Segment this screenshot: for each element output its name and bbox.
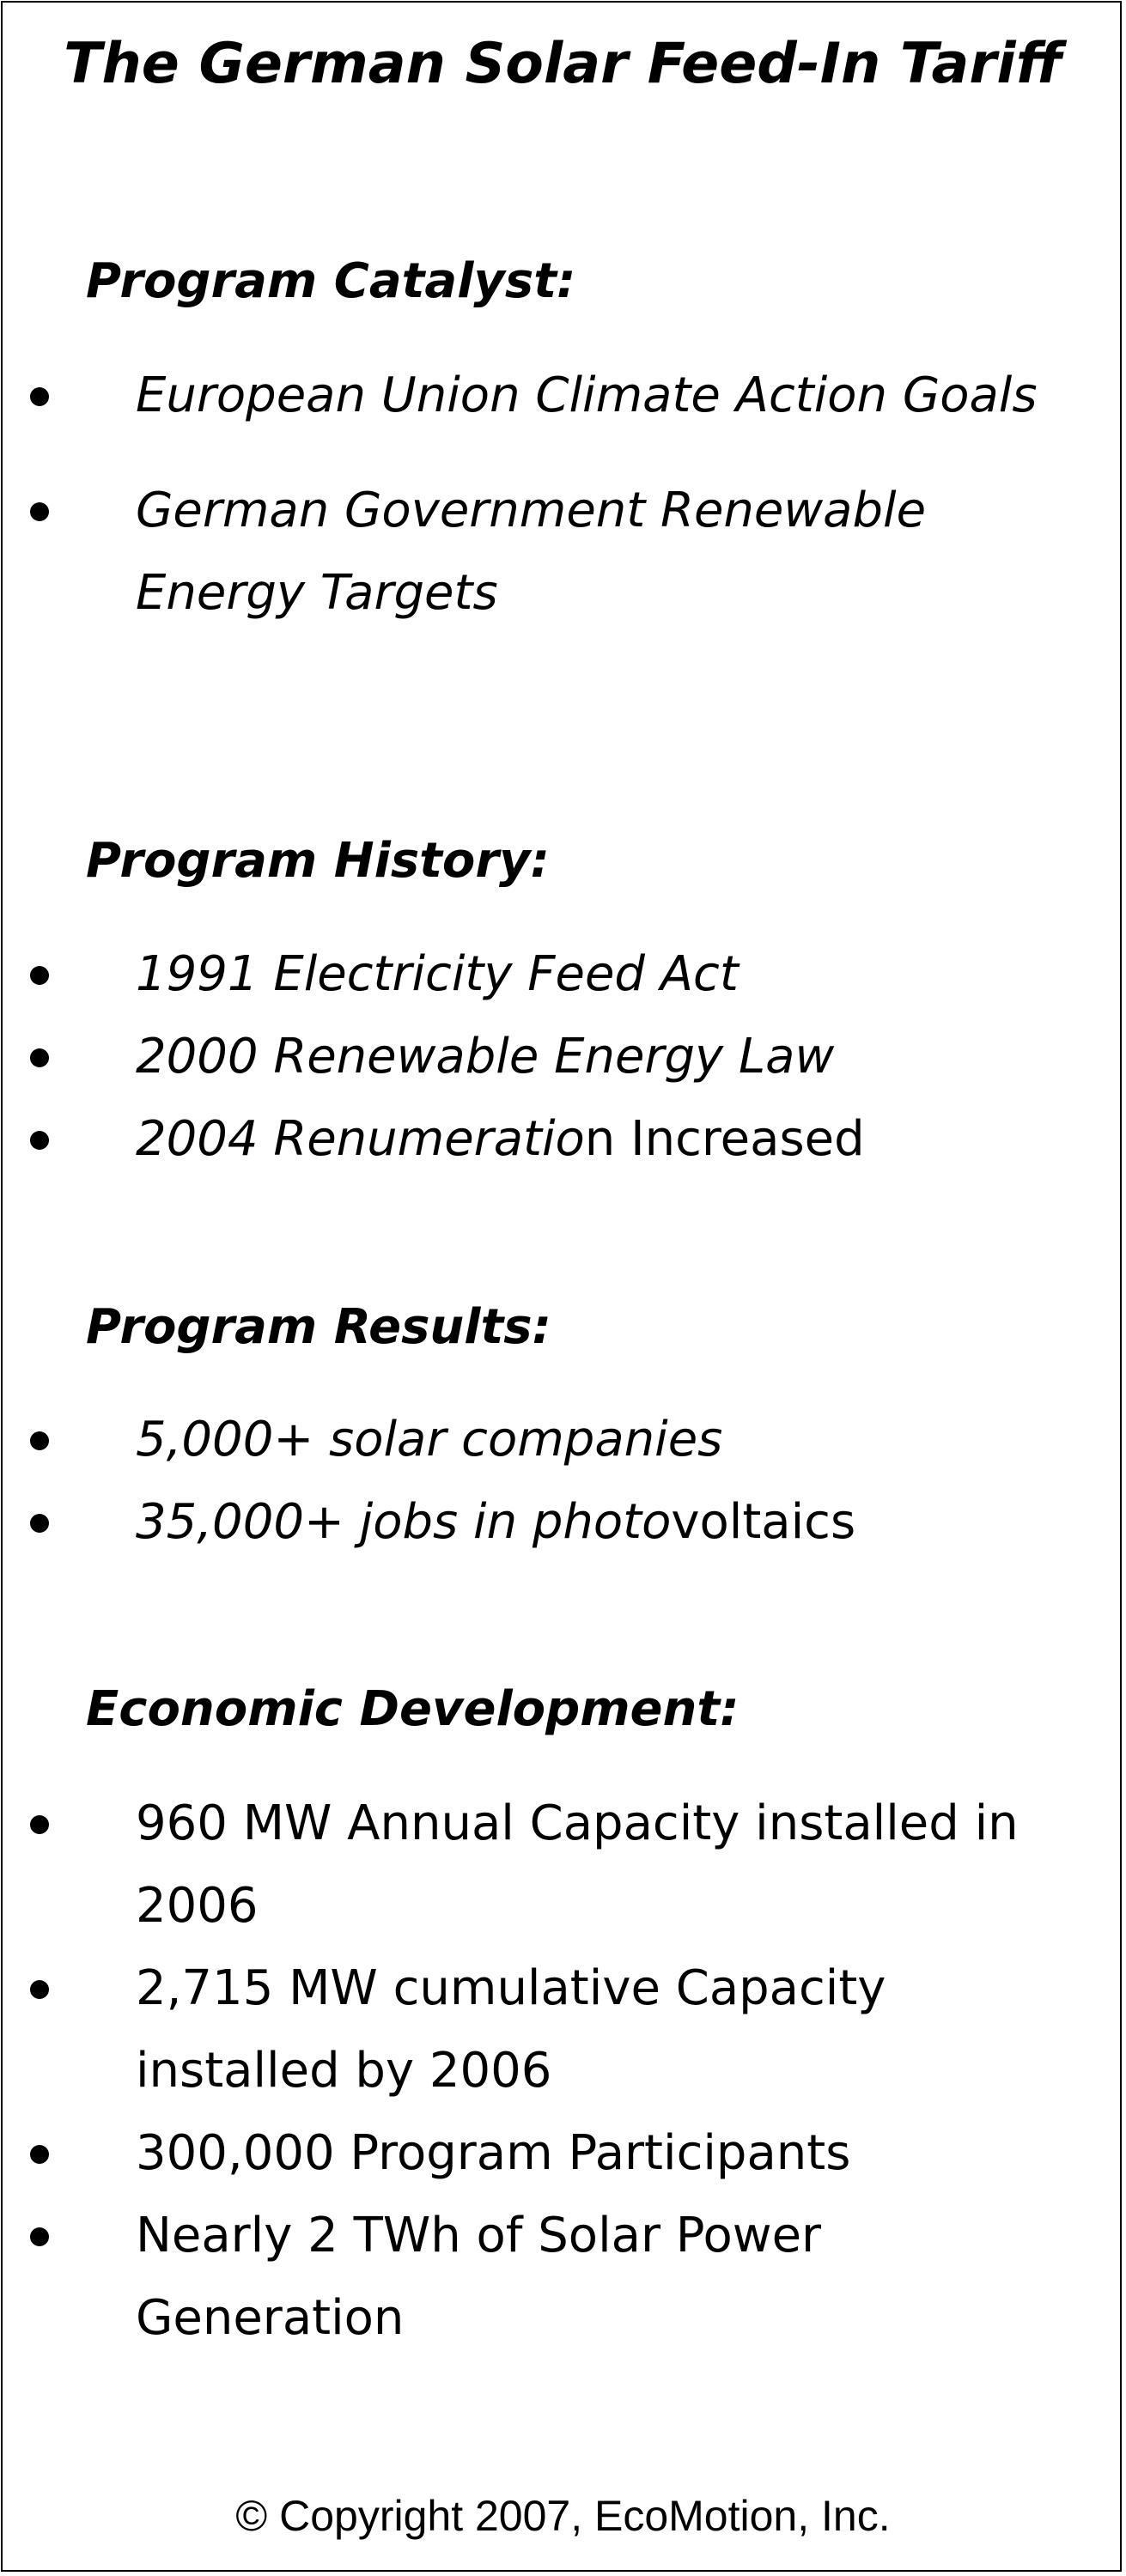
list-item	[0, 1016, 1126, 1098]
list-item-text: German Government Renewable Energy Targets	[136, 483, 927, 621]
bullet-icon	[30, 1815, 49, 1834]
bullet-icon	[30, 1131, 49, 1150]
list-item	[0, 1481, 1126, 1564]
list-item	[0, 1098, 1126, 1181]
list-item	[0, 1399, 1126, 1481]
bullet-icon	[30, 966, 49, 985]
list-item-text: 2000 Renewable Energy Law	[136, 1029, 835, 1084]
bullet-icon	[30, 1514, 49, 1533]
list-item	[0, 470, 1126, 635]
copyright-footer: © Copyright 2007, EcoMotion, Inc.	[235, 2492, 891, 2540]
list-item-text-regular: n Increased	[584, 1111, 865, 1167]
list-item-text: 300,000 Program Participants	[136, 2125, 851, 2181]
bullet-icon	[30, 502, 49, 521]
list-item-text: European Union Climate Action Goals	[136, 368, 1038, 423]
section-heading-program-history: Program History:	[86, 833, 550, 889]
bullet-icon	[30, 387, 49, 406]
list-item-text: 35,000+ jobs in photo	[136, 1494, 672, 1550]
list-item-text-regular: voltaics	[671, 1494, 856, 1550]
section-heading-program-results: Program Results:	[86, 1299, 551, 1355]
section-heading-program-catalyst: Program Catalyst:	[86, 253, 576, 309]
list-item-text: 2,715 MW cumulative Capacity installed by 2006	[136, 1960, 886, 2099]
program-results-list	[0, 1399, 1126, 1564]
bullet-icon	[30, 2145, 49, 2164]
bullet-icon	[30, 1980, 49, 1999]
list-item	[0, 1947, 1126, 2112]
list-item-text: 5,000+ solar companies	[136, 1412, 723, 1467]
list-item	[0, 1783, 1126, 1947]
page-title: The German Solar Feed-In Tariff	[64, 32, 1062, 96]
program-catalyst-list	[0, 355, 1126, 635]
bullet-icon	[30, 1048, 49, 1067]
list-item	[0, 2112, 1126, 2195]
list-item-text: 960 MW Annual Capacity installed in 2006	[136, 1795, 1019, 1934]
program-history-list	[0, 933, 1126, 1181]
list-item-text: 2004 Renumeratio	[136, 1111, 585, 1167]
list-item-text: Nearly 2 TWh of Solar Power Generation	[136, 2208, 822, 2346]
list-item	[0, 933, 1126, 1016]
list-item	[0, 2195, 1126, 2360]
list-item	[0, 355, 1126, 437]
bullet-icon	[30, 2227, 49, 2246]
bullet-icon	[30, 1431, 49, 1450]
list-item-text: 1991 Electricity Feed Act	[136, 946, 739, 1002]
section-heading-economic-development: Economic Development:	[86, 1681, 740, 1737]
economic-development-list	[0, 1783, 1126, 2360]
